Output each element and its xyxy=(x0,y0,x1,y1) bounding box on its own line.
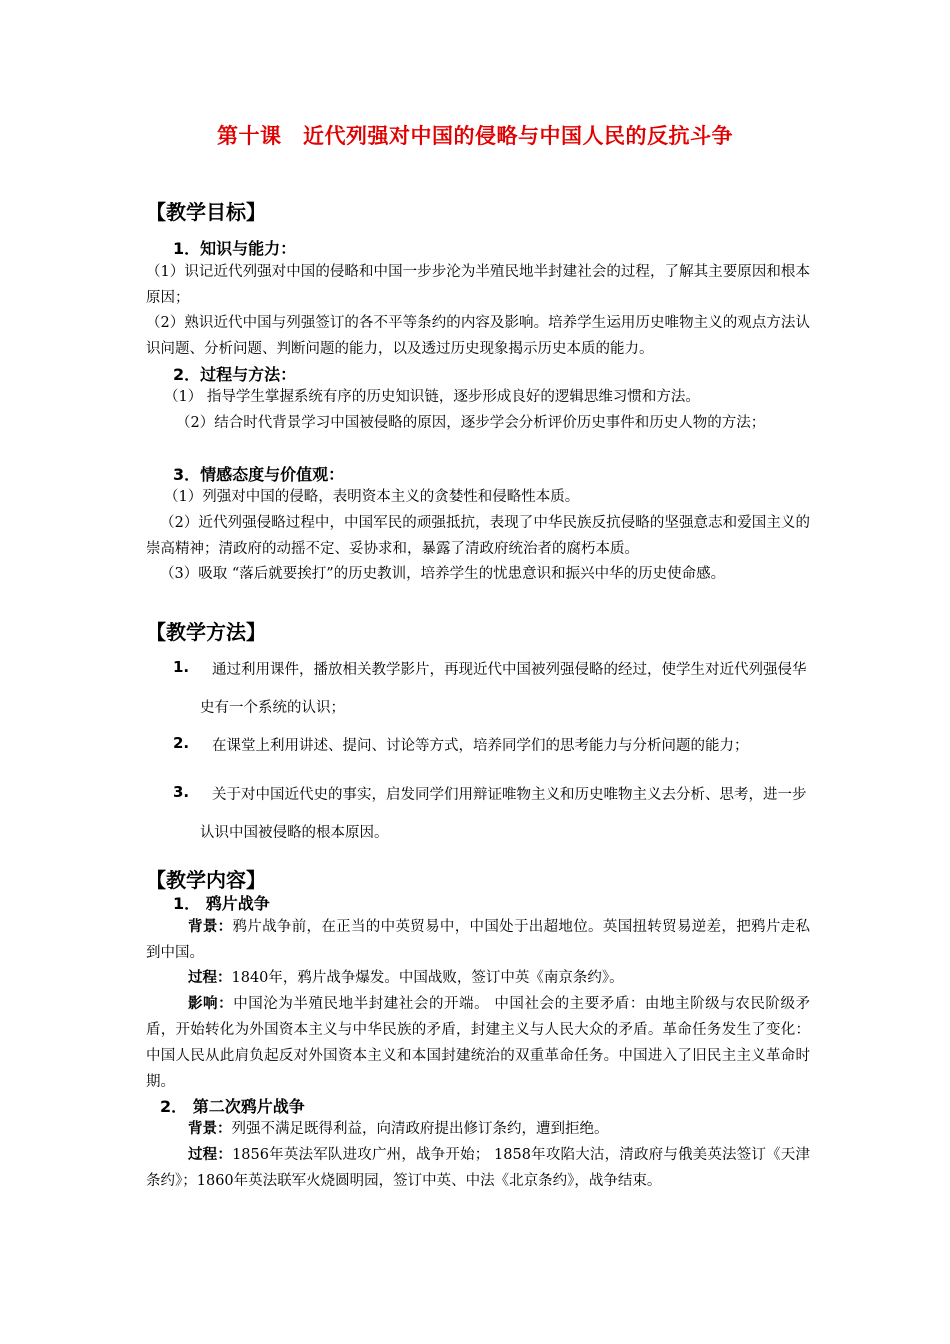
method-text-3: 关于对中国近代史的事实，启发同学们用辩证唯物主义和历史唯物主义去分析、思考，进一步认识中国被侵略的根本原因。 xyxy=(200,787,807,841)
knowledge-paragraph-2: （2）熟识近代中国与列强签订的各不平等条约的内容及影响。培养学生运用历史唯物主义的观点方法认识问题、分析问题、判断问题的能力，以及透过历史现象揭示历史本质的能力。 xyxy=(146,315,810,357)
opium-war-heading: 1． 鸦片战争 xyxy=(173,894,270,913)
process-heading: 2．过程与方法： xyxy=(173,365,297,384)
knowledge-heading: 1．知识与能力： xyxy=(173,239,297,258)
second-opium-war-heading: 2． 第二次鸦片战争 xyxy=(160,1097,305,1116)
method-number-1: 1. xyxy=(173,658,190,676)
impact-text: 中国沦为半殖民地半封建社会的开端。 中国社会的主要矛盾：由地主阶级与农民阶级矛盾，开始转化为外国资本主义与中华民族的矛盾，封建主义与人民大众的矛盾。革命任务发生了变化：中国人民从此肩负起反对外国资本主义和本国封建统治的双重革命任务。中国进入了旧民主主义革命时期。 xyxy=(146,996,811,1090)
emotion-heading: 3．情感态度与价值观： xyxy=(173,465,345,484)
emotion-paragraph-1: （1）列强对中国的侵略，表明资本主义的贪婪性和侵略性本质。 xyxy=(164,489,580,505)
background-label: 背景： xyxy=(188,1121,232,1137)
emotion-paragraph-2: （2）近代列强侵略过程中，中国军民的顽强抵抗，表现了中华民族反抗侵略的坚强意志和爱国主义的崇高精神；清政府的动摇不定、妥协求和，暴露了清政府统治者的腐朽本质。 xyxy=(146,515,810,557)
emotion-paragraph-3: （3）吸取 “落后就要挨打”的历史教训，培养学生的忧患意识和振兴中华的历史使命感。 xyxy=(160,566,726,582)
opium-war-impact xyxy=(146,991,810,1095)
process-paragraph-2: （2）结合时代背景学习中国被侵略的原因，逐步学会分析评价历史事件和历史人物的方法； xyxy=(176,415,766,431)
page-title: 第十课 近代列强对中国的侵略与中国人民的反抗斗争 xyxy=(217,124,733,148)
objectives-heading: 【教学目标】 xyxy=(146,200,266,224)
method-number-3: 3. xyxy=(173,783,190,801)
method-text-2: 在课堂上利用讲述、提问、讨论等方式，培养同学们的思考能力与分析问题的能力； xyxy=(212,738,749,754)
background-text: 列强不满足既得利益，向清政府提出修订条约，遭到拒绝。 xyxy=(231,1121,609,1137)
process-text: 1856年英法军队进攻广州，战争开始； 1858年攻陷大沽，清政府与俄美英法签订《天津条约》；1860年英法联军火烧圆明园，签订中英、中法《北京条约》，战争结束。 xyxy=(146,1147,810,1189)
opium-war-background xyxy=(146,914,810,966)
background-label: 背景： xyxy=(188,919,233,935)
impact-label: 影响： xyxy=(188,996,234,1012)
second-opium-war-process xyxy=(146,1142,810,1194)
opium-war-process xyxy=(146,965,810,991)
method-number-2: 2. xyxy=(173,734,190,752)
process-label: 过程： xyxy=(188,1147,233,1163)
content-heading: 【教学内容】 xyxy=(146,868,266,892)
knowledge-paragraph-1: （1）识记近代列强对中国的侵略和中国一步步沦为半殖民地半封建社会的过程，了解其主要原因和根本原因； xyxy=(146,264,810,306)
process-paragraph-1: （1） 指导学生掌握系统有序的历史知识链，逐步形成良好的逻辑思维习惯和方法。 xyxy=(164,389,700,405)
background-text: 鸦片战争前，在正当的中英贸易中，中国处于出超地位。英国扭转贸易逆差，把鸦片走私到中国。 xyxy=(146,919,810,961)
process-text: 1840年，鸦片战争爆发。中国战败，签订中英《南京条约》。 xyxy=(231,970,624,986)
process-label: 过程： xyxy=(188,970,232,986)
methods-heading: 【教学方法】 xyxy=(146,620,266,644)
method-text-1: 通过利用课件，播放相关教学影片，再现近代中国被列强侵略的经过，使学生对近代列强侵华史有一个系统的认识； xyxy=(200,662,807,716)
second-opium-war-background xyxy=(146,1116,810,1142)
